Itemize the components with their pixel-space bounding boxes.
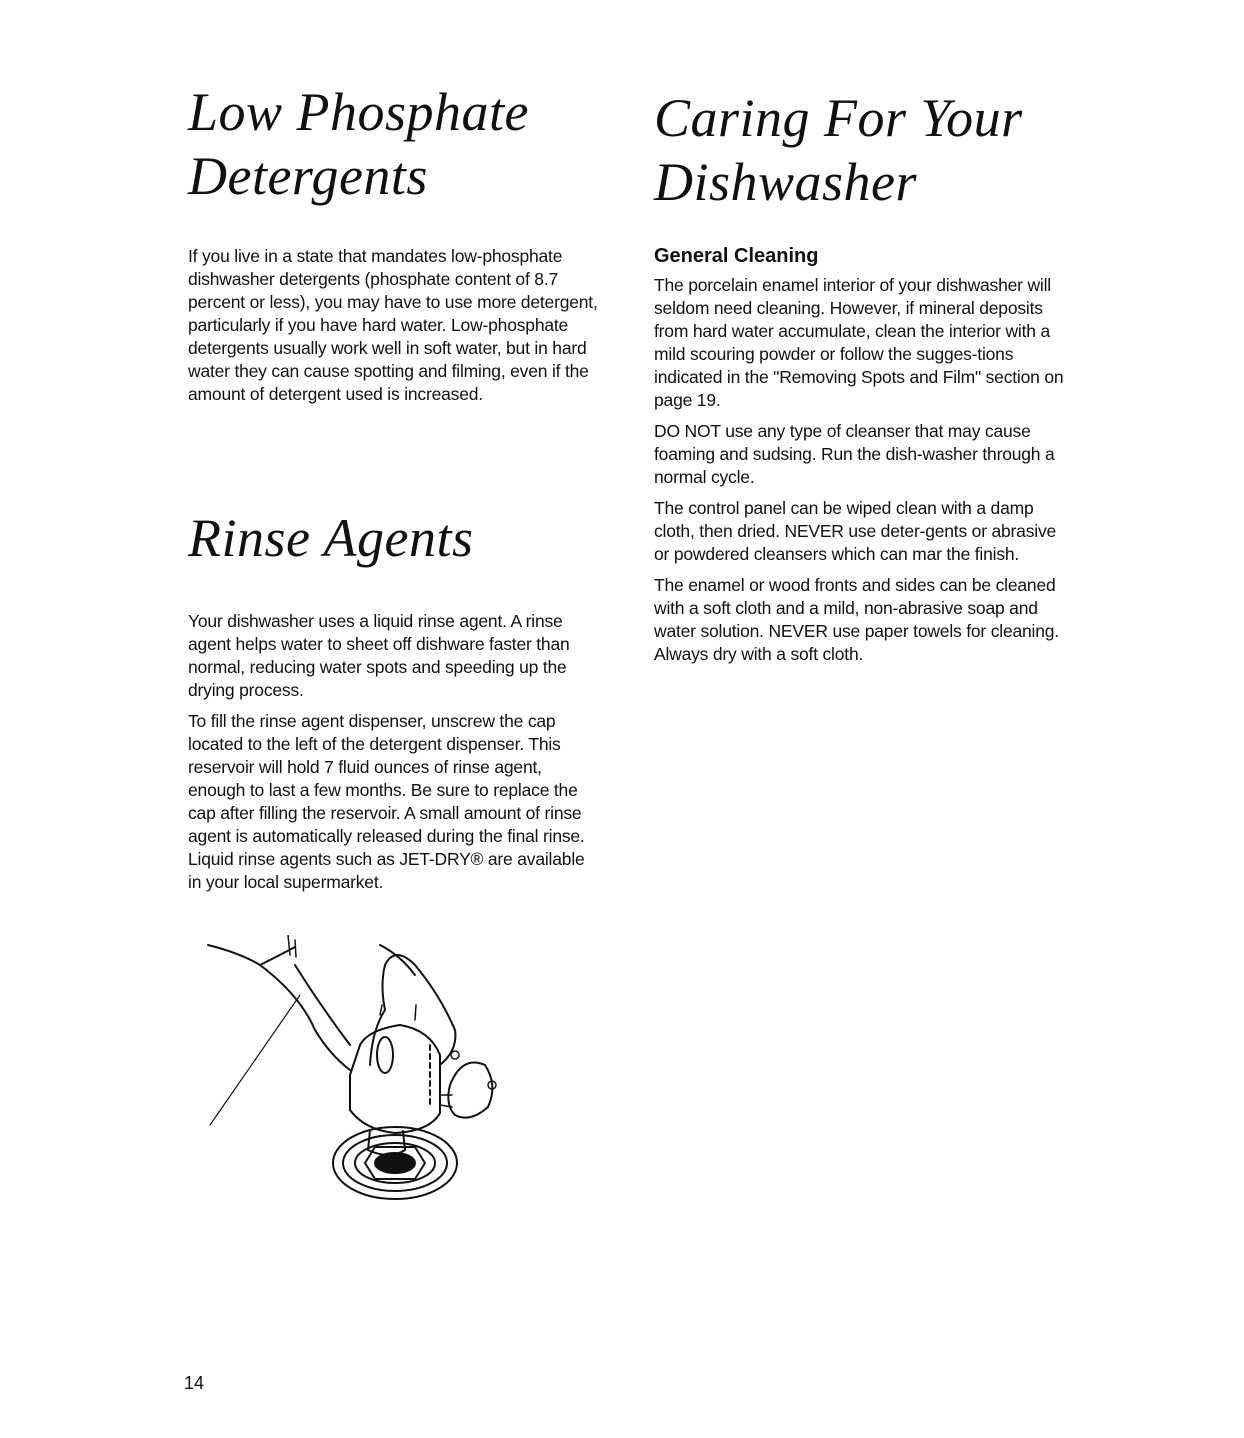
- title-line: Detergents: [188, 146, 428, 206]
- paragraph: Your dishwasher uses a liquid rinse agent. A rinse agent helps water to sheet off dishware faster than normal, reducing water spots and speeding up the drying process.: [188, 611, 570, 700]
- title-line: Rinse Agents: [188, 508, 474, 568]
- paragraph: DO NOT use any type of cleanser that may cause foaming and sudsing. Run the dish-washer through a normal cycle.: [654, 421, 1055, 487]
- rinse-agents-title: [188, 506, 473, 570]
- page-number: 14: [184, 1373, 205, 1393]
- rinse-agents-body: [188, 610, 598, 902]
- general-cleaning-heading: General Cleaning: [654, 245, 819, 267]
- fingernail: [377, 1037, 393, 1073]
- leader-line: [210, 995, 300, 1125]
- title-line: Dishwasher: [654, 152, 918, 212]
- title-line: Caring For Your: [654, 88, 1023, 148]
- finger-outline: [295, 965, 350, 1045]
- paragraph: To fill the rinse agent dispenser, unscrew the cap located to the left of the detergent dispenser. This reservoir will hold 7 fluid ounces of rinse agent, enough to last a few months. Be sure to replace the cap after filling the reservoir. A small amount of rinse agent is automatically released during the final rinse. Liquid rinse agents such as JET-DRY® are available in your local supermarket.: [188, 711, 585, 892]
- paragraph: The enamel or wood fronts and sides can be cleaned with a soft cloth and a mild, non-abrasive soap and water solution. NEVER use paper towels for cleaning. Always dry with a soft cloth.: [654, 575, 1059, 664]
- pointer-line: [208, 945, 260, 965]
- low-phosphate-title: [188, 80, 529, 208]
- paragraph: If you live in a state that mandates low-phosphate dishwasher detergents (phosphate content of 8.7 percent or less), you may have to use more detergent, particularly if you have hard water. Low-phosphate detergents usually work well in soft water, but in hard water they can cause spotting and filming, even if the amount of detergent used is increased.: [188, 246, 598, 404]
- dispenser-opening: [375, 1153, 415, 1173]
- caring-title: [654, 86, 1023, 214]
- dispenser-cap: [448, 1063, 492, 1118]
- title-line: Low Phosphate: [188, 82, 530, 142]
- bottle-body: [350, 1025, 440, 1133]
- rinse-agent-filling-illustration: [200, 935, 500, 1210]
- general-cleaning-body: [654, 274, 1064, 674]
- low-phosphate-body: [188, 245, 598, 414]
- paragraph: The porcelain enamel interior of your dishwasher will seldom need cleaning. However, if mineral deposits from hard water accumulate, clean the interior with a mild scouring powder or follow the sugges-tions indicated in the "Removing Spots and Film" section on page 19.: [654, 275, 1064, 410]
- paragraph: The control panel can be wiped clean with a damp cloth, then dried. NEVER use deter-gents or abrasive or powdered cleansers which can mar the finish.: [654, 498, 1057, 564]
